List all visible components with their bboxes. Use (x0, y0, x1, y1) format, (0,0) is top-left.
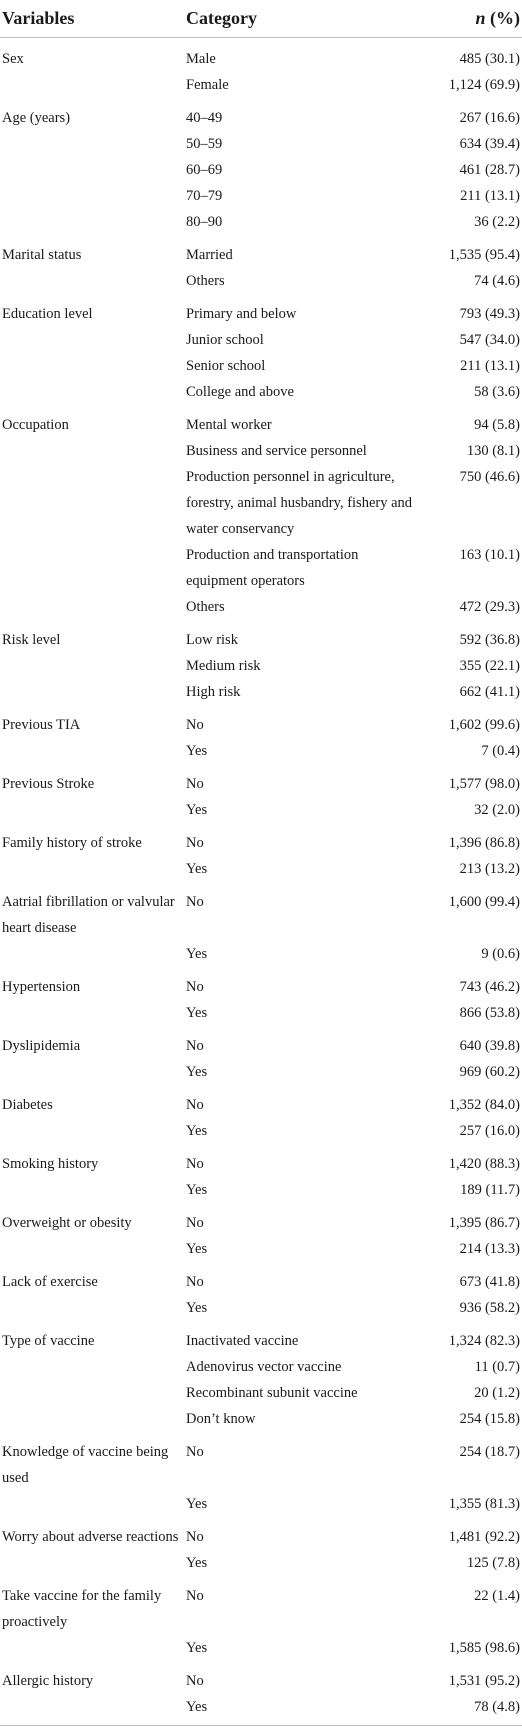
category-cell: Primary and below (186, 306, 297, 322)
category-cell: Yes (186, 1555, 208, 1571)
table-row (0, 823, 522, 856)
variable-cell-empty (0, 209, 186, 235)
category-cell: No (186, 776, 204, 792)
category-cell: Yes (186, 802, 208, 818)
count-percent-cell: 750 (46.6) (459, 469, 520, 485)
count-percent-cell: 1,124 (69.9) (448, 77, 520, 93)
table-row (0, 856, 522, 882)
variable-cell-empty (0, 679, 186, 705)
count-percent-cell: 20 (1.2) (474, 1385, 520, 1401)
count-percent-cell: 1,396 (86.8) (448, 835, 520, 851)
count-percent-cell: 547 (34.0) (459, 332, 520, 348)
category-cell: Business and service personnel (186, 443, 367, 459)
table-row (0, 235, 522, 268)
count-percent-cell: 189 (11.7) (460, 1182, 520, 1198)
variable-cell: Family history of stroke (2, 835, 142, 851)
count-percent-cell: 125 (7.8) (466, 1555, 520, 1571)
table-row (0, 1432, 522, 1491)
category-cell: No (186, 894, 204, 910)
count-percent-cell: 11 (0.7) (474, 1359, 520, 1375)
variable-cell-empty (0, 157, 186, 183)
category-cell: Don’t know (186, 1411, 256, 1427)
category-cell: No (186, 1038, 204, 1054)
table-row (0, 1321, 522, 1354)
table-row (0, 72, 522, 98)
category-cell: 40–49 (186, 110, 223, 126)
count-percent-cell: 7 (0.4) (481, 743, 520, 759)
variable-cell-empty (0, 438, 186, 464)
variable-cell: Sex (2, 51, 24, 67)
count-percent-cell: 130 (8.1) (466, 443, 520, 459)
count-percent-cell: 472 (29.3) (459, 599, 520, 615)
variable-cell-empty (0, 268, 186, 294)
count-percent-cell: 866 (53.8) (459, 1005, 520, 1021)
category-cell: Yes (186, 1300, 208, 1316)
variable-cell: Overweight or obesity (2, 1215, 132, 1231)
variable-cell-empty (0, 1354, 186, 1380)
table-row (0, 1203, 522, 1236)
count-percent-cell: 743 (46.2) (459, 979, 520, 995)
count-percent-cell: 1,420 (88.3) (448, 1156, 520, 1172)
count-percent-cell: 36 (2.2) (474, 214, 520, 230)
variable-cell-empty (0, 1118, 186, 1144)
category-cell: Female (186, 77, 229, 93)
variable-cell: Diabetes (2, 1097, 53, 1113)
variable-cell: Previous TIA (2, 717, 81, 733)
table-row (0, 1635, 522, 1661)
table-row (0, 1661, 522, 1694)
category-cell: College and above (186, 384, 294, 400)
count-percent-cell: 1,481 (92.2) (448, 1529, 520, 1545)
count-percent-cell: 163 (10.1) (459, 547, 520, 563)
table-row (0, 1059, 522, 1085)
table-row (0, 797, 522, 823)
category-cell: No (186, 717, 204, 733)
table-row (0, 327, 522, 353)
variable-cell: Occupation (2, 417, 69, 433)
table-row (0, 353, 522, 379)
count-percent-cell: 793 (49.3) (459, 306, 520, 322)
variable-cell-empty (0, 1000, 186, 1026)
count-percent-cell: 1,395 (86.7) (448, 1215, 520, 1231)
table-row (0, 653, 522, 679)
category-cell: No (186, 1215, 204, 1231)
category-cell: Mental worker (186, 417, 272, 433)
count-percent-cell: 254 (15.8) (459, 1411, 520, 1427)
category-cell: Yes (186, 743, 208, 759)
variable-cell-empty (0, 1177, 186, 1203)
count-percent-cell: 485 (30.1) (459, 51, 520, 67)
count-percent-cell: 1,600 (99.4) (448, 894, 520, 910)
count-percent-cell: 78 (4.8) (426, 1694, 522, 1726)
table-row (0, 1517, 522, 1550)
table-row (0, 1026, 522, 1059)
variable-cell-empty (0, 856, 186, 882)
table-row (0, 157, 522, 183)
category-cell: High risk (186, 684, 241, 700)
count-percent-cell: 211 (13.1) (460, 188, 520, 204)
table-row (0, 941, 522, 967)
table-row (0, 98, 522, 131)
category-cell: Yes (186, 946, 208, 962)
variable-cell: Type of vaccine (2, 1333, 95, 1349)
variable-cell-empty (0, 1694, 186, 1726)
count-percent-cell: 9 (0.6) (481, 946, 520, 962)
table-row (0, 1550, 522, 1576)
count-percent-cell: 592 (36.8) (459, 632, 520, 648)
header-row (0, 0, 522, 38)
count-percent-cell: 1,535 (95.4) (448, 247, 520, 263)
category-cell: Inactivated vaccine (186, 1333, 299, 1349)
header-n-symbol: n (475, 8, 486, 28)
variable-cell-empty (0, 542, 186, 594)
header-n-percent (426, 0, 522, 38)
table-row (0, 620, 522, 653)
category-cell: Others (186, 273, 225, 289)
table-row (0, 1177, 522, 1203)
table-row (0, 131, 522, 157)
count-percent-cell: 936 (58.2) (459, 1300, 520, 1316)
table-row (0, 705, 522, 738)
table-row (0, 379, 522, 405)
count-percent-cell: 662 (41.1) (459, 684, 520, 700)
category-cell: Male (186, 51, 216, 67)
count-percent-cell: 1,531 (95.2) (448, 1673, 520, 1689)
table-row (0, 1380, 522, 1406)
category-cell: Yes (186, 1640, 208, 1656)
category-cell: No (186, 1444, 204, 1460)
category-cell: Medium risk (186, 658, 261, 674)
table-header (0, 0, 522, 38)
variable-cell: Education level (2, 306, 93, 322)
count-percent-cell: 1,577 (98.0) (448, 776, 520, 792)
variable-cell-empty (0, 941, 186, 967)
table-row (0, 738, 522, 764)
count-percent-cell: 673 (41.8) (459, 1274, 520, 1290)
variable-cell: Aatrial fibrillation or valvular heart disease (2, 894, 175, 936)
category-cell: No (186, 835, 204, 851)
category-cell: Yes (186, 1496, 208, 1512)
count-percent-cell: 640 (39.8) (459, 1038, 520, 1054)
table-row (0, 594, 522, 620)
variable-cell-empty (0, 379, 186, 405)
variable-cell-empty (0, 1380, 186, 1406)
variable-cell: Worry about adverse reactions (2, 1529, 179, 1545)
table-row (0, 542, 522, 594)
table-row (0, 438, 522, 464)
variable-cell-empty (0, 1406, 186, 1432)
variable-cell-empty (0, 1491, 186, 1517)
variable-cell-empty (0, 594, 186, 620)
variable-cell: Risk level (2, 632, 61, 648)
table-row (0, 405, 522, 438)
variable-cell: Hypertension (2, 979, 81, 995)
category-cell: No (186, 1529, 204, 1545)
category-cell: Yes (186, 1182, 208, 1198)
category-cell: Senior school (186, 358, 266, 374)
variable-cell-empty (0, 1295, 186, 1321)
count-percent-cell: 211 (13.1) (460, 358, 520, 374)
count-percent-cell: 214 (13.3) (459, 1241, 520, 1257)
variable-cell: Knowledge of vaccine being used (2, 1444, 169, 1486)
count-percent-cell: 58 (3.6) (474, 384, 520, 400)
count-percent-cell: 969 (60.2) (459, 1064, 520, 1080)
variable-cell-empty (0, 327, 186, 353)
variable-cell: Lack of exercise (2, 1274, 98, 1290)
table-row (0, 1000, 522, 1026)
table-body (0, 38, 522, 1726)
table-row (0, 1118, 522, 1144)
category-cell: Yes (186, 1694, 426, 1726)
count-percent-cell: 74 (4.6) (474, 273, 520, 289)
variable-cell-empty (0, 1059, 186, 1085)
count-percent-cell: 1,324 (82.3) (448, 1333, 520, 1349)
variable-cell-empty (0, 1550, 186, 1576)
variable-cell: Marital status (2, 247, 82, 263)
category-cell: Yes (186, 1123, 208, 1139)
table-row (0, 1236, 522, 1262)
count-percent-cell: 1,352 (84.0) (448, 1097, 520, 1113)
variable-cell: Previous Stroke (2, 776, 95, 792)
category-cell: No (186, 1097, 204, 1113)
count-percent-cell: 32 (2.0) (474, 802, 520, 818)
category-cell: Recombinant subunit vaccine (186, 1385, 358, 1401)
category-cell: No (186, 1156, 204, 1172)
count-percent-cell: 1,602 (99.6) (448, 717, 520, 733)
category-cell: Others (186, 599, 225, 615)
category-cell: No (186, 1274, 204, 1290)
table-row (0, 967, 522, 1000)
category-cell: Production personnel in agriculture, forestry, animal husbandry, fishery and water conservancy (186, 469, 413, 537)
variable-cell-empty (0, 72, 186, 98)
table-row (0, 1694, 522, 1726)
count-percent-cell: 355 (22.1) (459, 658, 520, 674)
count-percent-cell: 1,585 (98.6) (448, 1640, 520, 1656)
variable-cell-empty (0, 653, 186, 679)
category-cell: Yes (186, 861, 208, 877)
count-percent-cell: 634 (39.4) (459, 136, 520, 152)
count-percent-cell: 257 (16.0) (459, 1123, 520, 1139)
count-percent-cell: 1,355 (81.3) (448, 1496, 520, 1512)
variable-cell-empty (0, 131, 186, 157)
count-percent-cell: 267 (16.6) (459, 110, 520, 126)
table-row (0, 1354, 522, 1380)
table-row (0, 183, 522, 209)
category-cell: No (186, 1673, 204, 1689)
count-percent-cell: 94 (5.8) (474, 417, 520, 433)
table-row (0, 1491, 522, 1517)
table-row (0, 1262, 522, 1295)
category-cell: No (186, 979, 204, 995)
table-row (0, 1085, 522, 1118)
table-row (0, 764, 522, 797)
count-percent-cell: 22 (1.4) (474, 1588, 520, 1604)
category-cell: Yes (186, 1064, 208, 1080)
variable-cell: Age (years) (2, 110, 71, 126)
category-cell: 80–90 (186, 214, 223, 230)
variable-cell-empty (0, 797, 186, 823)
table-row (0, 882, 522, 941)
variable-cell: Smoking history (2, 1156, 99, 1172)
variable-cell-empty (0, 738, 186, 764)
table-row (0, 1295, 522, 1321)
header-variables: Variables (0, 0, 186, 38)
count-percent-cell: 254 (18.7) (459, 1444, 520, 1460)
category-cell: 70–79 (186, 188, 223, 204)
category-cell: Married (186, 247, 233, 263)
category-cell: No (186, 1588, 204, 1604)
table-row (0, 464, 522, 542)
variable-cell-empty (0, 183, 186, 209)
variable-cell: Take vaccine for the family proactively (2, 1588, 162, 1630)
table-row (0, 1576, 522, 1635)
category-cell: Yes (186, 1005, 208, 1021)
table-row (0, 679, 522, 705)
table-row (0, 38, 522, 73)
count-percent-cell: 461 (28.7) (459, 162, 520, 178)
table-row (0, 294, 522, 327)
category-cell: 60–69 (186, 162, 223, 178)
header-percent-suffix: (%) (485, 8, 520, 28)
variable-cell-empty (0, 1635, 186, 1661)
category-cell: Production and transportation equipment operators (186, 547, 359, 589)
table-row (0, 1144, 522, 1177)
category-cell: Low risk (186, 632, 238, 648)
variable-cell-empty (0, 464, 186, 542)
variable-cell: Allergic history (2, 1673, 94, 1689)
variable-cell-empty (0, 1236, 186, 1262)
category-cell: Junior school (186, 332, 264, 348)
table-row (0, 268, 522, 294)
table-row (0, 1406, 522, 1432)
category-cell: 50–59 (186, 136, 223, 152)
variable-cell-empty (0, 353, 186, 379)
table-row (0, 209, 522, 235)
category-cell: Adenovirus vector vaccine (186, 1359, 342, 1375)
category-cell: Yes (186, 1241, 208, 1257)
header-category: Category (186, 0, 426, 38)
count-percent-cell: 213 (13.2) (459, 861, 520, 877)
variable-cell: Dyslipidemia (2, 1038, 81, 1054)
